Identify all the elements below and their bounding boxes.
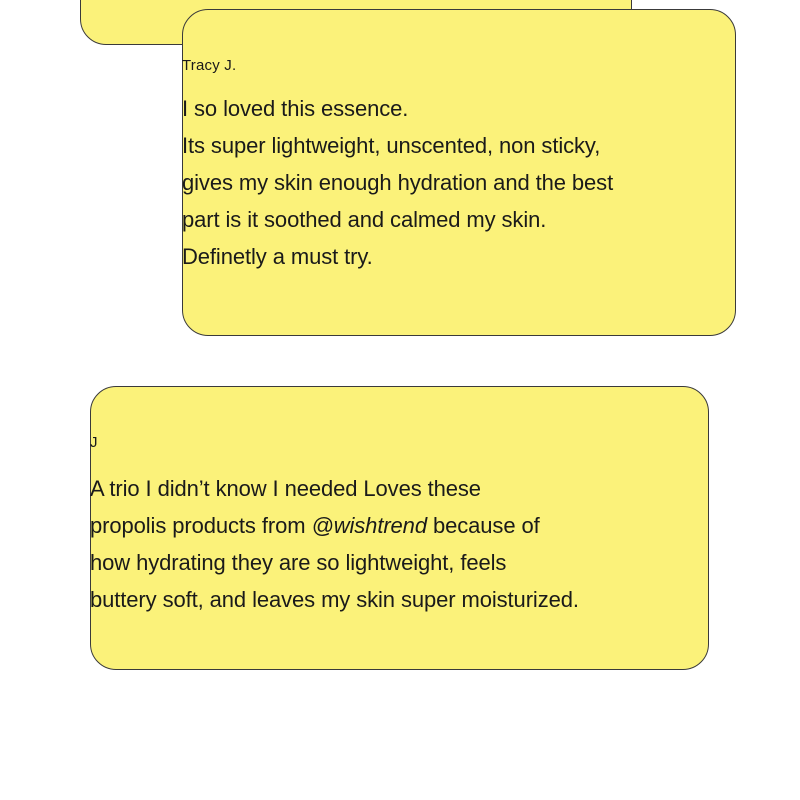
review-line: A trio I didn’t know I needed Loves these [90, 476, 481, 501]
review-line: buttery soft, and leaves my skin super moisturized. [90, 587, 579, 612]
review-author: J [90, 434, 98, 451]
review-text [182, 90, 736, 275]
review-text [90, 470, 709, 618]
review-line-part: because of [426, 513, 540, 538]
review-line: part is it soothed and calmed my skin. [182, 207, 547, 232]
review-line [90, 507, 709, 544]
review-line: how hydrating they are so lightweight, feels [90, 550, 507, 575]
brand-mention-link[interactable]: @wishtrend [311, 513, 427, 538]
review-line: I so loved this essence. [182, 96, 409, 121]
review-line: Definetly a must try. [182, 244, 373, 269]
review-author: Tracy J. [182, 57, 237, 74]
review-line-part: propolis products from [90, 513, 312, 538]
review-line: Its super lightweight, unscented, non sticky, [182, 133, 601, 158]
review-line: gives my skin enough hydration and the best [182, 170, 614, 195]
